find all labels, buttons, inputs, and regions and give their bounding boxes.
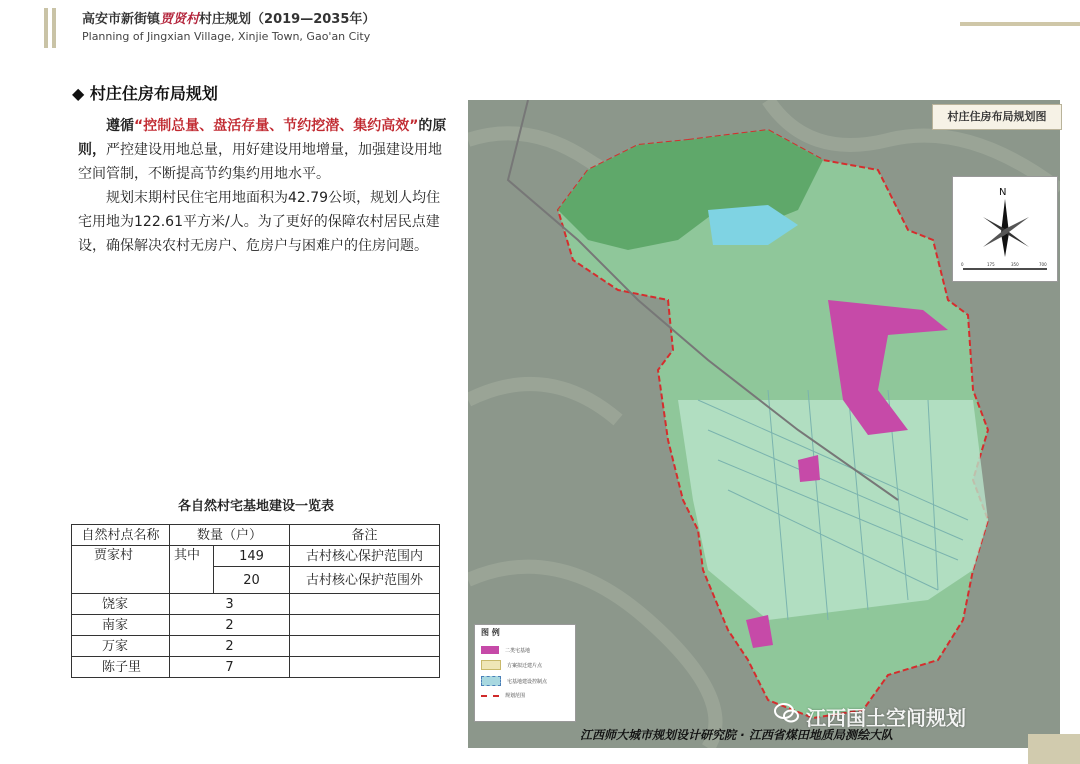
count-cell: 7 — [170, 657, 290, 678]
north-label: N — [999, 187, 1007, 198]
village-name-cell: 南家 — [72, 615, 170, 636]
paragraph-principle — [78, 114, 450, 186]
table-row — [72, 546, 440, 567]
scale-350: 350 — [1011, 262, 1019, 267]
wechat-icon — [774, 702, 800, 724]
count-cell: 3 — [170, 594, 290, 615]
count-cell: 149 — [214, 546, 290, 567]
legend-title: 图 例 — [481, 628, 500, 637]
village-name-cell: 万家 — [72, 636, 170, 657]
note-cell — [290, 594, 440, 615]
legend-swatch — [481, 646, 499, 654]
corner-decoration — [1028, 734, 1080, 764]
page-subtitle: Planning of Jingxian Village, Xinjie Town, Gao'an City — [82, 30, 371, 43]
p1-bold: 的原则， — [78, 118, 447, 158]
legend-item — [481, 692, 569, 699]
map-label: 村庄住房布局规划图 — [932, 104, 1062, 130]
legend-swatch — [481, 676, 501, 686]
compass-icon — [953, 177, 1057, 281]
header-rule — [960, 22, 1080, 26]
note-cell: 古村核心保护范围外 — [290, 567, 440, 594]
scale-0: 0 — [961, 262, 964, 267]
p1-lead: 遵循 — [106, 118, 134, 134]
header-cell: 数量（户） — [170, 525, 290, 546]
table-row — [72, 657, 440, 678]
watermark: 江西国土空间规划 — [806, 706, 966, 730]
legend-item — [481, 660, 569, 670]
header-bar — [0, 0, 1080, 52]
p1-quote: “控制总量、盘活存量、节约挖潜、集约高效” — [134, 118, 419, 134]
note-cell: 古村核心保护范围内 — [290, 546, 440, 567]
title-prefix: 高安市新街镇 — [82, 12, 161, 27]
title-village: 贾贤村 — [160, 12, 200, 27]
legend-text: 方案拟迁建片点 — [507, 662, 543, 669]
header-cell: 自然村点名称 — [72, 525, 170, 546]
legend-item — [481, 676, 569, 686]
scale-175: 175 — [987, 262, 995, 267]
table-row — [72, 594, 440, 615]
count-cell: 2 — [170, 636, 290, 657]
count-cell: 2 — [170, 615, 290, 636]
legend-text: 宅基地建设控制点 — [507, 678, 548, 685]
title-suffix: 村庄规划（2019—2035年） — [199, 12, 376, 27]
note-cell — [290, 657, 440, 678]
table-title: 各自然村宅基地建设一览表 — [177, 499, 334, 514]
homestead-table — [71, 524, 440, 678]
legend-item — [481, 646, 569, 654]
section-title: ◆ 村庄住房布局规划 — [72, 84, 218, 103]
note-cell — [290, 615, 440, 636]
village-name-cell: 贾家村 — [72, 546, 170, 594]
north-arrow-box — [952, 176, 1058, 282]
p1-rest: 严控建设用地总量，用好建设用地增量，加强建设用地空间管制，不断提高节约集约用地水平。 — [78, 142, 442, 182]
paragraph-housing — [78, 186, 450, 258]
table-header-row — [72, 525, 440, 546]
scale-700: 700 — [1039, 262, 1047, 267]
village-name-cell: 饶家 — [72, 594, 170, 615]
table-row — [72, 636, 440, 657]
village-name-cell: 陈子里 — [72, 657, 170, 678]
sub-label-cell: 其中 — [170, 546, 214, 594]
legend-swatch — [481, 695, 499, 697]
note-cell — [290, 636, 440, 657]
legend-text: 规划范围 — [505, 693, 526, 699]
header-cell: 备注 — [290, 525, 440, 546]
page-title — [82, 8, 375, 27]
map-legend — [474, 624, 576, 722]
legend-swatch — [481, 660, 501, 670]
footer-credit: 江西师大城市规划设计研究院 · 江西省煤田地质局测绘大队 — [580, 728, 893, 742]
count-cell: 20 — [214, 567, 290, 594]
p2-text: 规划末期村民住宅用地面积为42.79公顷，规划人均住宅用地为122.61平方米/人。为了更好的保障农村居民点建设，确保解决农村无房户、危房户与困难户的住房问题。 — [78, 190, 441, 254]
table-row — [72, 615, 440, 636]
legend-text: 二类宅基地 — [505, 647, 531, 654]
